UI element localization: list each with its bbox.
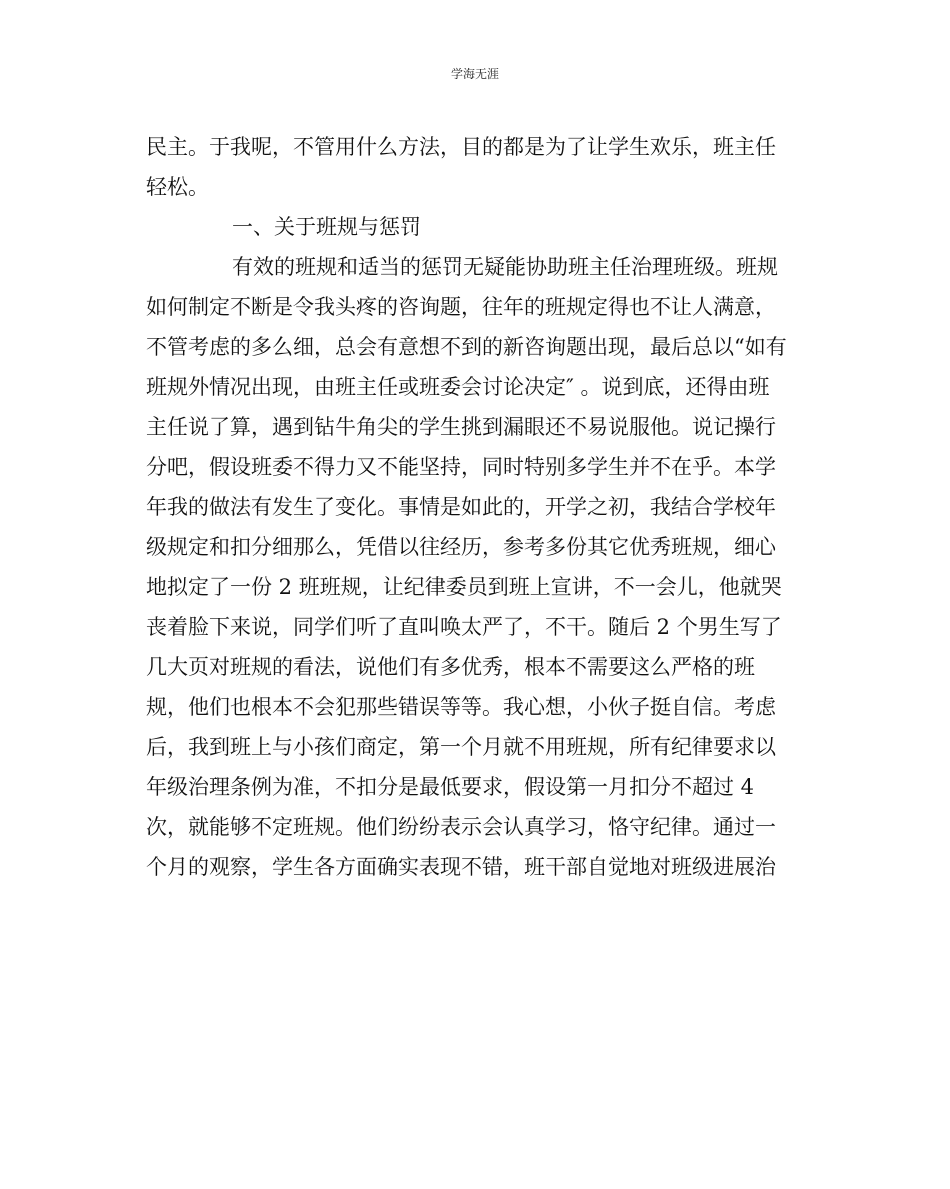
paragraph-line: 地拟定了一份 2 班班规，让纪律委员到班上宣讲，不一会儿，他就哭 — [146, 575, 782, 599]
page-header: 学海无涯 — [450, 67, 499, 81]
paragraph-line: 轻松。 — [146, 175, 209, 199]
paragraph-line: 级规定和扣分细那么，凭借以往经历，参考多份其它优秀班规，细心 — [146, 535, 776, 559]
paragraph-line: 民主。于我呢，不管用什么方法，目的都是为了让学生欢乐，班主任 — [146, 135, 776, 159]
paragraph-line: 如何制定不断是令我头疼的咨询题，往年的班规定得也不让人满意， — [146, 295, 776, 319]
paragraph-line: 规，他们也根本不会犯那些错误等等。我心想，小伙子挺自信。考虑 — [146, 695, 776, 719]
paragraph-line: 分吧，假设班委不得力又不能坚持，同时特别多学生并不在乎。本学 — [146, 455, 776, 479]
section-heading: 一、关于班规与惩罚 — [232, 215, 421, 239]
paragraph-line: 主任说了算，遇到钻牛角尖的学生挑到漏眼还不易说服他。说记操行 — [146, 415, 776, 439]
paragraph-line: 几大页对班规的看法，说他们有多优秀，根本不需要这么严格的班 — [146, 655, 755, 679]
paragraph-line: 丧着脸下来说，同学们听了直叫唤太严了，不干。随后 2 个男生写了 — [146, 615, 782, 639]
paragraph-line: 不管考虑的多么细，总会有意想不到的新咨询题出现，最后总以“如有 — [146, 335, 787, 359]
paragraph-line: 个月的观察，学生各方面确实表现不错，班干部自觉地对班级进展治 — [146, 855, 776, 879]
paragraph-line: 有效的班规和适当的惩罚无疑能协助班主任治理班级。班规 — [232, 255, 778, 279]
paragraph-line: 年级治理条例为准，不扣分是最低要求，假设第一月扣分不超过 4 — [146, 775, 755, 799]
paragraph-line: 班规外情况出现，由班主任或班委会讨论决定″ 。说到底，还得由班 — [146, 375, 770, 399]
paragraph-line: 年我的做法有发生了变化。事情是如此的，开学之初，我结合学校年 — [146, 495, 776, 519]
body-text — [146, 127, 811, 887]
paragraph-line: 次，就能够不定班规。他们纷纷表示会认真学习，恪守纪律。通过一 — [146, 815, 776, 839]
paragraph-line: 后，我到班上与小孩们商定，第一个月就不用班规，所有纪律要求以 — [146, 735, 776, 759]
